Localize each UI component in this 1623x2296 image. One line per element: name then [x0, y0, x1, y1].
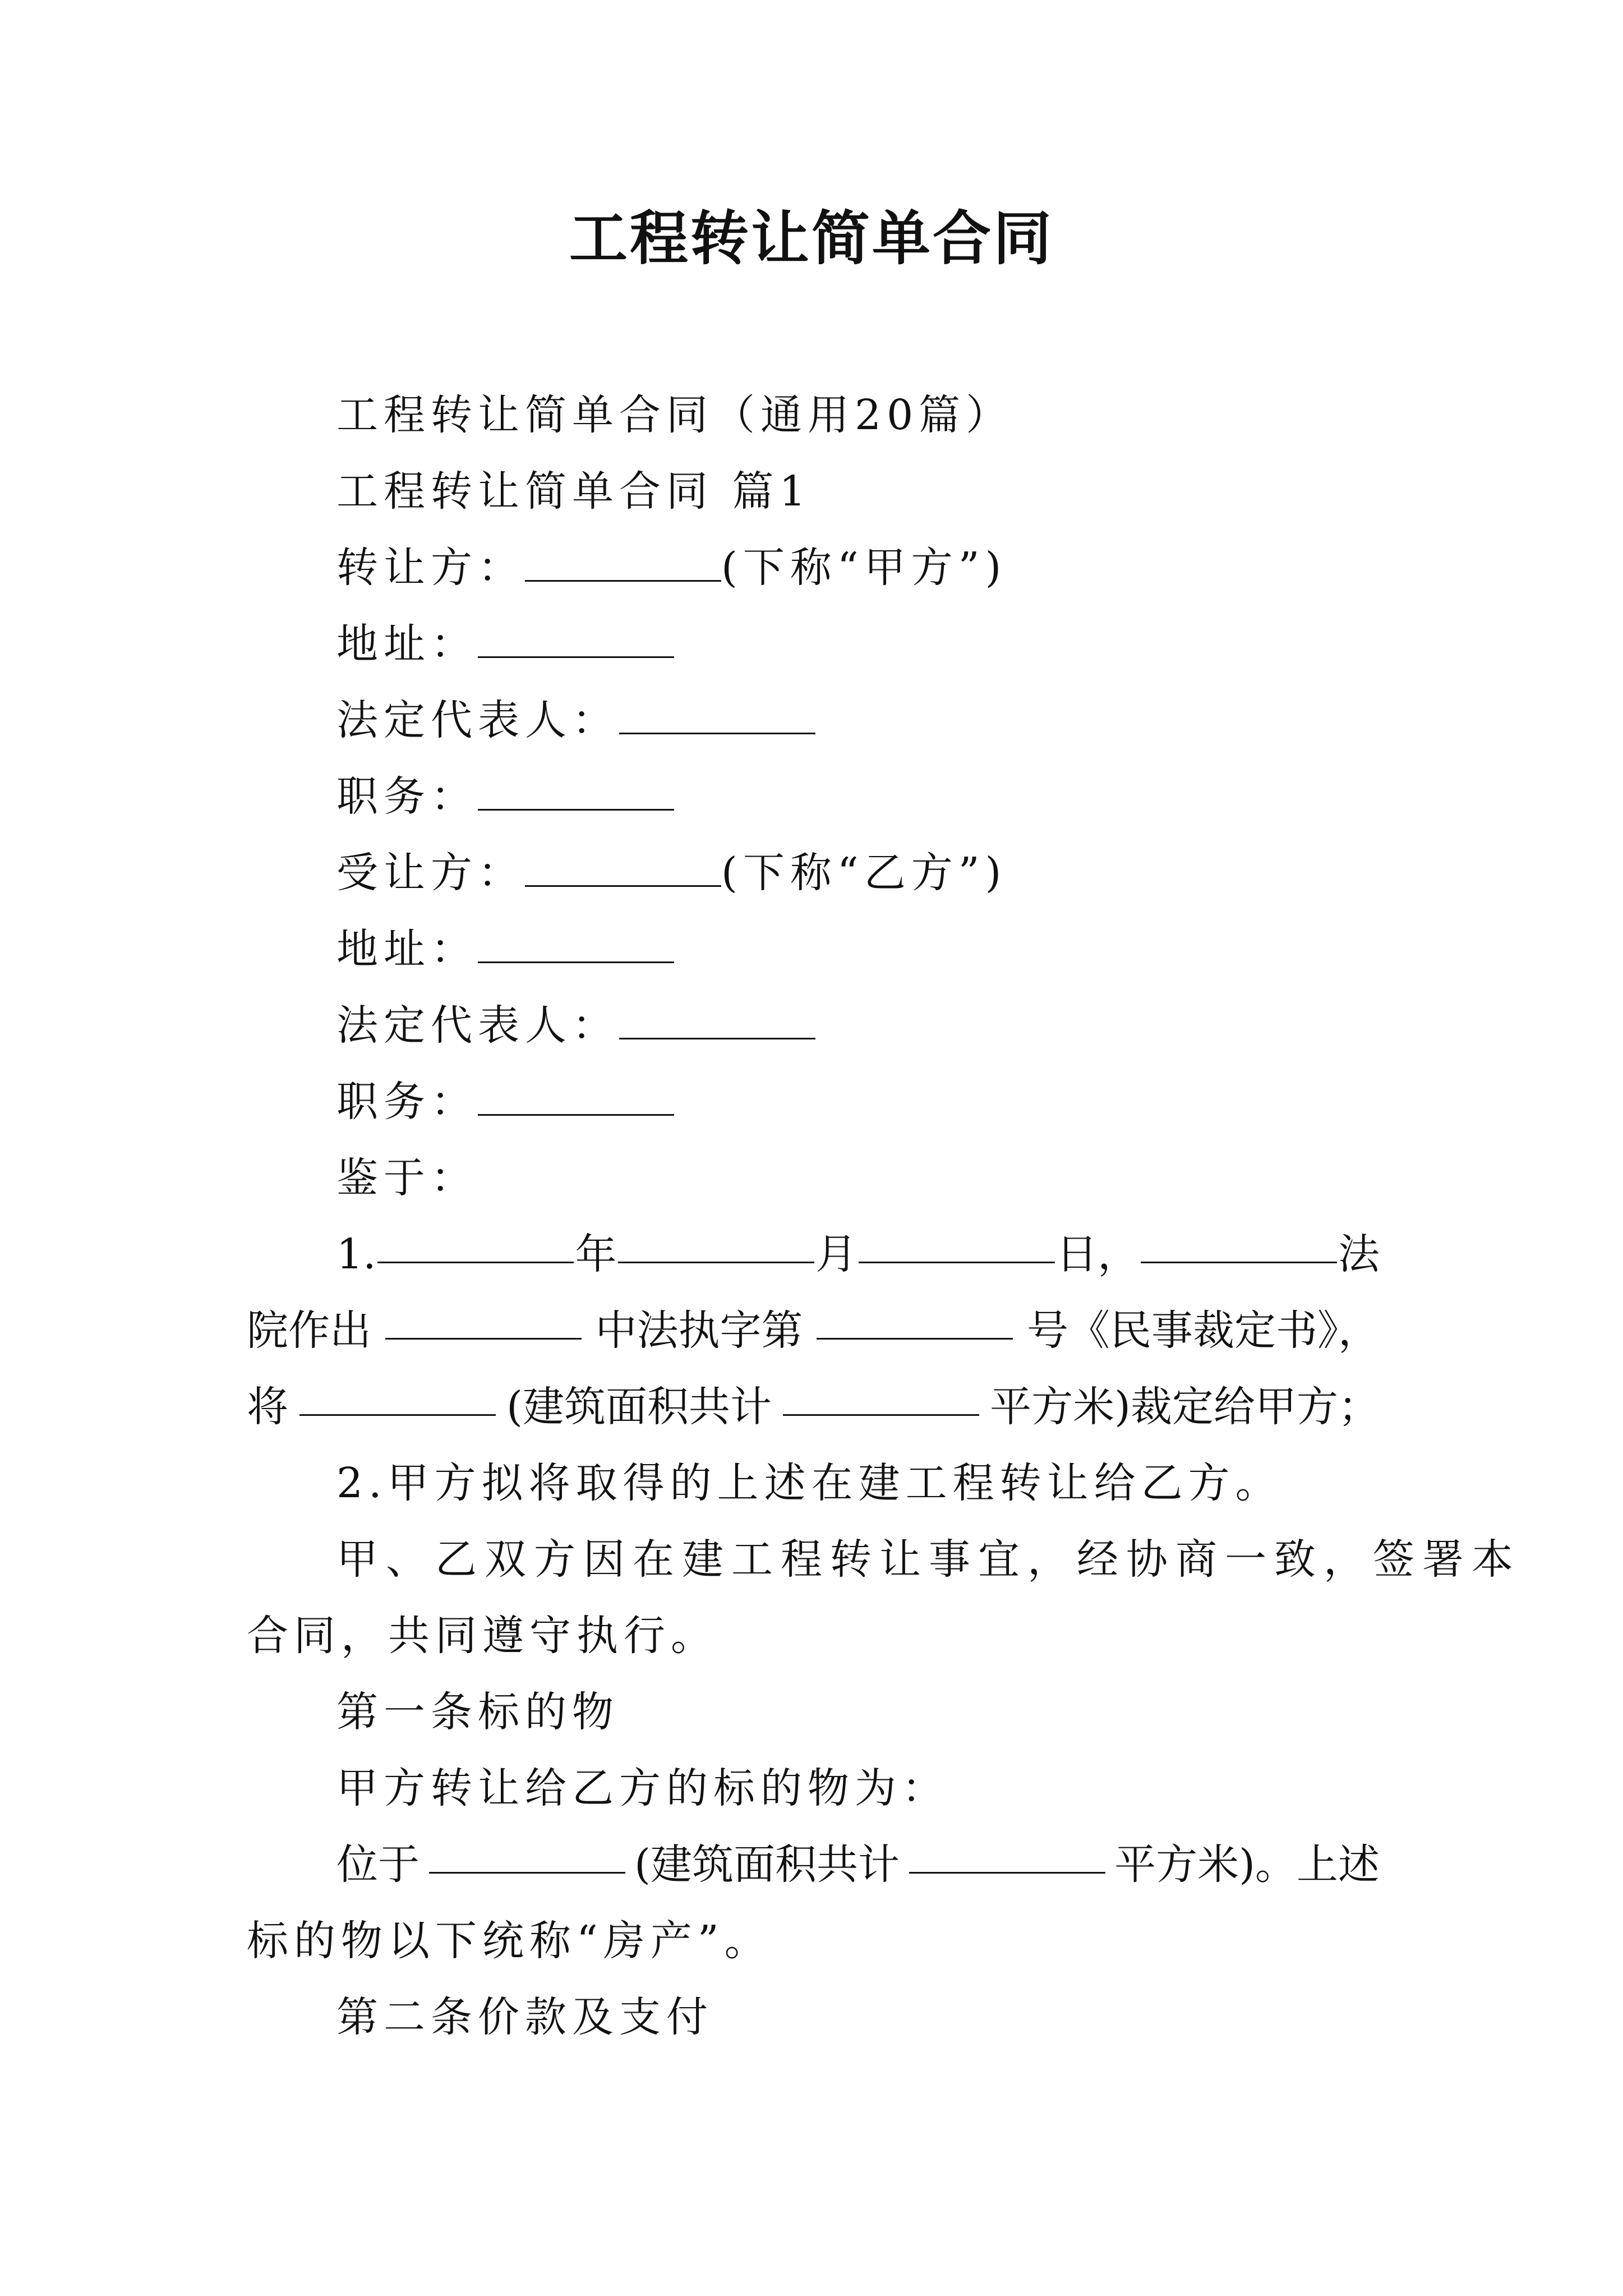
item1-number: 1. [336, 1230, 376, 1278]
transferee-position-blank[interactable] [478, 1079, 674, 1116]
article1-line2: 标的物以下统称“房产”。 [247, 1917, 772, 1965]
item1-court-blank[interactable] [1141, 1226, 1337, 1263]
item1-area-blank[interactable] [783, 1379, 979, 1416]
item1-line1 [336, 1226, 1380, 1282]
transferor-position-line [336, 769, 674, 825]
article1-sqm: 平方米)。上述 [1114, 1841, 1380, 1889]
agreement-line2: 合同，共同遵守执行。 [247, 1612, 718, 1660]
transferor-address-label: 地址： [336, 620, 478, 668]
transferee-address-blank[interactable] [478, 926, 674, 963]
article2-heading: 第二条价款及支付 [336, 1993, 713, 2041]
agreement-line1 [336, 1531, 1521, 1588]
transferee-address-line [336, 921, 674, 977]
transferee-blank[interactable] [525, 850, 721, 887]
item1-month-blank[interactable] [618, 1226, 814, 1263]
transferor-rep-line [336, 692, 815, 748]
article1-line1 [336, 1837, 1380, 1893]
item1-issued: 院作出 [247, 1306, 371, 1355]
article1-intro: 甲方转让给乙方的标的物为： [336, 1764, 949, 1812]
transferor-blank[interactable] [525, 545, 721, 582]
transferee-position-line [336, 1074, 674, 1130]
transferor-suffix: (下称“甲方”) [721, 544, 1007, 592]
transferor-line [336, 540, 1007, 596]
item1-will: 将 [247, 1383, 288, 1431]
article1-area-blank[interactable] [909, 1837, 1105, 1874]
item1-day-blank[interactable] [859, 1226, 1055, 1263]
item1-property-blank[interactable] [299, 1379, 496, 1416]
article1-area: (建筑面积共计 [634, 1841, 900, 1889]
article1-heading: 第一条标的物 [336, 1688, 619, 1736]
transferor-rep-blank[interactable] [619, 697, 815, 734]
transferor-position-label: 职务： [336, 772, 478, 821]
item1-case-number-blank[interactable] [817, 1303, 1013, 1340]
page-title: 工程转让简单合同 [569, 204, 1054, 273]
item1-court: 法 [1338, 1230, 1380, 1278]
transferee-line [336, 845, 1007, 901]
transferee-position-label: 职务： [336, 1078, 478, 1126]
transferee-label: 受让方： [336, 849, 525, 897]
item1-month: 月 [815, 1230, 857, 1278]
part-heading: 工程转让简单合同 篇1 [336, 467, 811, 516]
transferee-rep-label: 法定代表人： [336, 1001, 619, 1050]
transferor-rep-label: 法定代表人： [336, 696, 619, 744]
whereas-heading: 鉴于： [336, 1154, 478, 1202]
article1-location-blank[interactable] [429, 1837, 625, 1874]
article1-located: 位于 [336, 1841, 419, 1889]
transferor-position-blank[interactable] [478, 774, 674, 811]
item1-day: 日， [1056, 1230, 1140, 1278]
item1-line3 [247, 1379, 1380, 1435]
item1-ruling: 号《民事裁定书》， [1027, 1306, 1380, 1355]
agreement-text-1: 甲、乙双方因在建工程转让事宜，经协商一致，签署本 [336, 1535, 1521, 1584]
item1-sqm: 平方米)裁定给甲方； [990, 1383, 1380, 1431]
item1-area: (建筑面积共计 [506, 1383, 772, 1431]
transferor-label: 转让方： [336, 544, 525, 592]
transferor-address-blank[interactable] [478, 621, 674, 658]
item2-text: 2.甲方拟将取得的上述在建工程转让给乙方。 [336, 1459, 1283, 1507]
transferee-suffix: (下称“乙方”) [721, 849, 1007, 897]
item1-year-blank[interactable] [377, 1226, 574, 1263]
transferee-address-label: 地址： [336, 925, 478, 973]
item1-court-name-blank[interactable] [385, 1303, 582, 1340]
item1-year: 年 [575, 1230, 617, 1278]
transferor-address-line [336, 616, 674, 672]
item1-line2 [247, 1303, 1380, 1359]
transferee-rep-blank[interactable] [619, 1002, 815, 1039]
document-subtitle: 工程转让简单合同（通用20篇） [336, 391, 1013, 439]
item1-case: 中法执字第 [595, 1306, 803, 1355]
transferee-rep-line [336, 997, 815, 1053]
